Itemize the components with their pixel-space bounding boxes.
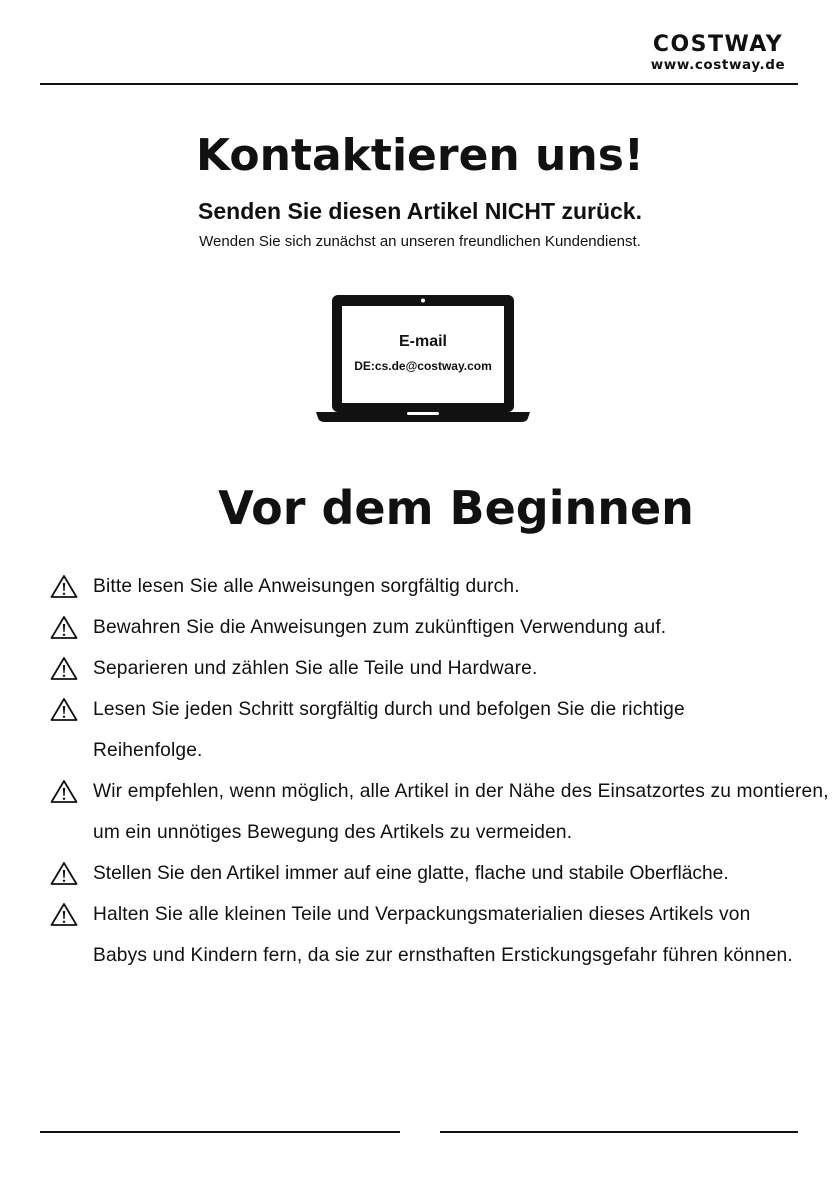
list-item-text: Stellen Sie den Artikel immer auf eine glatte, flache und stabile Oberfläche. (93, 863, 729, 884)
contact-note: Wenden Sie sich zunächst an unseren freundlichen Kundendienst. (199, 233, 641, 250)
list-item (46, 853, 836, 894)
contact-subtitle: Senden Sie diesen Artikel NICHT zurück. (198, 198, 642, 224)
list-item-text: Bewahren Sie die Anweisungen zum zukünftigen Verwendung auf. (93, 617, 667, 638)
warning-triangle-icon (50, 902, 78, 927)
footer-divider-right (440, 1131, 798, 1133)
list-item-text: Separieren und zählen Sie alle Teile und Hardware. (93, 658, 538, 679)
header-divider (40, 83, 798, 85)
list-item (46, 689, 773, 771)
list-item (46, 607, 836, 648)
warning-triangle-icon (50, 656, 78, 681)
list-item-text: Bitte lesen Sie alle Anweisungen sorgfältig durch. (93, 576, 520, 597)
laptop-icon (315, 294, 531, 424)
laptop-screen-email: DE:cs.de@costway.com (354, 359, 492, 373)
brand-logo (638, 32, 798, 74)
before-title: Vor dem Beginnen (218, 481, 694, 535)
list-item-text: Lesen Sie jeden Schritt sorgfältig durch und befolgen Sie die richtige Reihenfolge. (93, 699, 685, 761)
list-item-text: Wir empfehlen, wenn möglich, alle Artikel in der Nähe des Einsatzortes zu montieren, um ein unnötiges Bewegung des Artikels zu vermeiden. (93, 781, 829, 843)
brand-name: COSTWAY (652, 32, 784, 57)
list-item (46, 566, 836, 607)
footer-divider-left (40, 1131, 400, 1133)
warning-triangle-icon (50, 861, 78, 886)
instructions-list (46, 566, 836, 976)
laptop-screen-heading: E-mail (398, 333, 448, 350)
list-item (46, 771, 836, 853)
warning-triangle-icon (50, 779, 78, 804)
contact-title: Kontaktieren uns! (196, 130, 644, 181)
list-item (46, 648, 836, 689)
warning-triangle-icon (50, 615, 78, 640)
list-item (46, 894, 803, 976)
list-item-text: Halten Sie alle kleinen Teile und Verpackungsmaterialien dieses Artikels von Babys und Kindern fern, da sie zur ernsthaften Erstickungsgefahr führen können. (93, 904, 793, 966)
warning-triangle-icon (50, 574, 78, 599)
warning-triangle-icon (50, 697, 78, 722)
brand-url: www.costway.de (650, 57, 786, 73)
